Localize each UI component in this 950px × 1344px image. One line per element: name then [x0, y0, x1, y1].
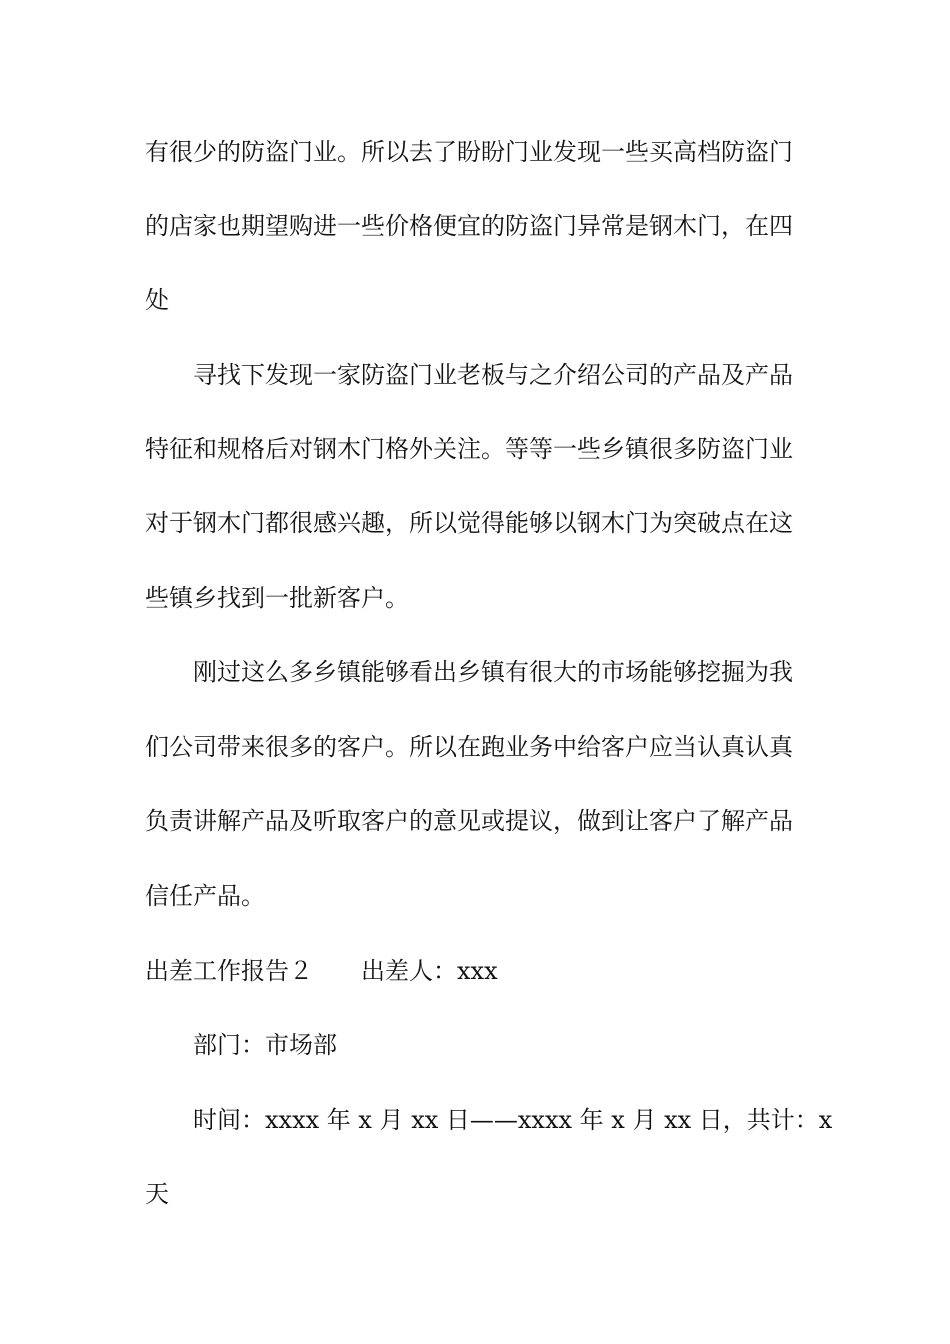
paragraph-line-9: 们公司带来很多的客户。所以在跑业务中给客户应当认真认真	[145, 733, 793, 761]
paragraph-line-2: 的店家也期望购进一些价格便宜的防盗门异常是钢木门，在四	[145, 212, 793, 240]
paragraph-line-7: 些镇乡找到一批新客户。	[145, 584, 409, 612]
paragraph-line-4: 寻找下发现一家防盗门业老板与之介绍公司的产品及产品	[193, 361, 793, 389]
paragraph-line-10: 负责讲解产品及听取客户的意见或提议，做到让客户了解产品	[145, 807, 793, 835]
paragraph-line-6: 对于钢木门都很感兴趣，所以觉得能够以钢木门为突破点在这	[145, 509, 793, 537]
time-line-continued: 天	[145, 1180, 169, 1208]
report-heading-line: 出差工作报告２ 出差人：xxx	[145, 957, 498, 985]
paragraph-line-1: 有很少的防盗门业。所以去了盼盼门业发现一些买高档防盗门	[145, 138, 793, 166]
paragraph-line-5: 特征和规格后对钢木门格外关注。等等一些乡镇很多防盗门业	[145, 435, 793, 463]
paragraph-line-11: 信任产品。	[145, 882, 265, 910]
department-line: 部门：市场部	[193, 1031, 337, 1059]
time-line: 时间：xxxx 年 x 月 xx 日——xxxx 年 x 月 xx 日，共计：x	[193, 1106, 833, 1134]
paragraph-line-3: 处	[145, 286, 169, 314]
paragraph-line-8: 刚过这么多乡镇能够看出乡镇有很大的市场能够挖掘为我	[193, 658, 793, 686]
